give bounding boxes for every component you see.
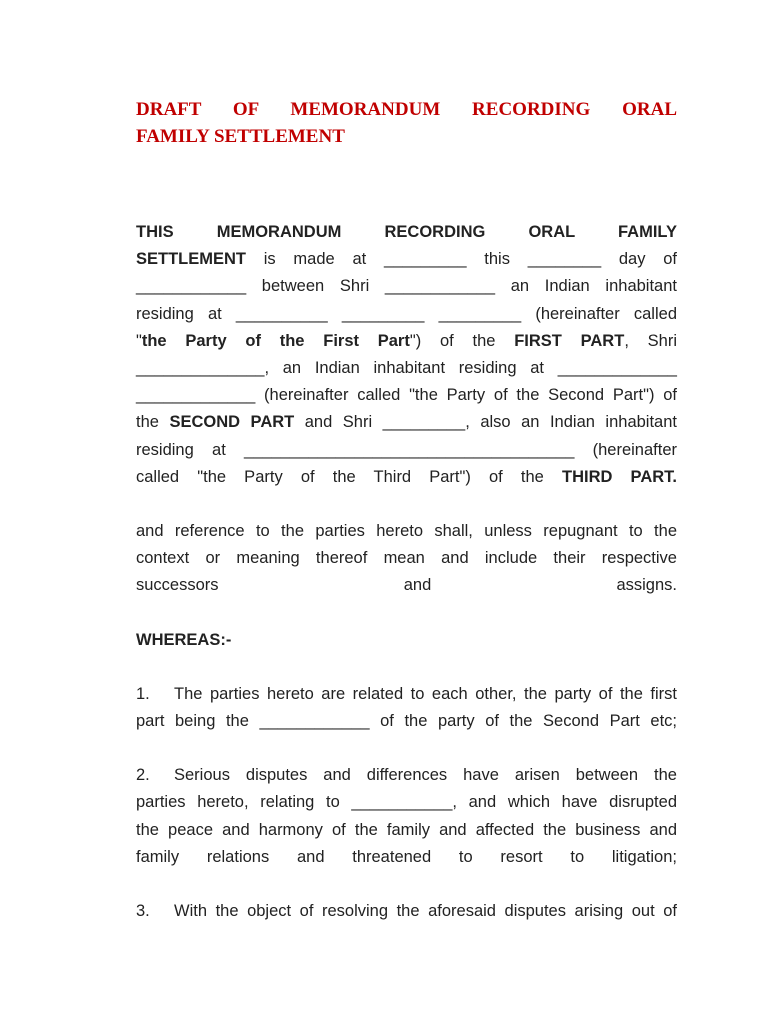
reference-text: context or meaning thereof mean and include their respective bbox=[136, 549, 677, 568]
document-title bbox=[136, 0, 677, 150]
first-party-bold: the Party of the First Part bbox=[141, 331, 410, 350]
first-part-bold: FIRST PART bbox=[514, 331, 625, 350]
whereas-heading bbox=[136, 627, 677, 654]
second-part-bold: SECOND PART bbox=[169, 413, 295, 432]
recital-item bbox=[136, 898, 677, 925]
recital-item bbox=[136, 681, 677, 735]
whereas-label: WHEREAS:- bbox=[136, 630, 232, 649]
recital-item bbox=[136, 762, 677, 871]
intro-text: residing at __________ _________ _________ (hereinafter called bbox=[136, 304, 677, 323]
intro-text: residing at ____________________________________ (hereinafter bbox=[136, 440, 677, 459]
reference-text: successors and assigns. bbox=[136, 576, 677, 595]
intro-text: and Shri _________, also an Indian inhabitant bbox=[294, 413, 677, 432]
intro-heading-bold: THIS MEMORANDUM RECORDING ORAL FAMILY bbox=[136, 223, 677, 241]
intro-text: ____________ between Shri ____________ an Indian inhabitant bbox=[136, 277, 677, 296]
intro-text: , Shri bbox=[624, 331, 677, 350]
recital-number: 1. bbox=[136, 684, 150, 703]
title-line-1: DRAFT OF MEMORANDUM RECORDING ORAL bbox=[136, 99, 677, 120]
recital-text: The parties hereto are related to each other, the party of the first bbox=[174, 684, 677, 703]
intro-text: called "the Party of the Third Part") of the bbox=[136, 467, 562, 486]
recital-text: Serious disputes and differences have arisen between the bbox=[174, 766, 677, 785]
recital-text: part being the ____________ of the party of the Second Part etc; bbox=[136, 712, 677, 731]
recital-text: family relations and threatened to resort to litigation; bbox=[136, 847, 677, 866]
recital-number: 3. bbox=[136, 902, 150, 921]
third-part-bold: THIRD PART. bbox=[561, 467, 677, 486]
intro-text: is made at _________ this ________ day of bbox=[246, 250, 677, 269]
document-body bbox=[136, 219, 677, 925]
recital-text: parties hereto, relating to ___________, and which have disrupted bbox=[136, 793, 677, 812]
title-line-2: FAMILY SETTLEMENT bbox=[136, 126, 345, 147]
intro-text: the bbox=[136, 413, 170, 432]
recital-number: 2. bbox=[136, 766, 150, 785]
settlement-bold: SETTLEMENT bbox=[136, 250, 246, 269]
recital-text: With the object of resolving the aforesaid disputes arising out of bbox=[174, 902, 677, 921]
intro-paragraph bbox=[136, 219, 677, 491]
intro-text: ______________, an Indian inhabitant residing at _____________ bbox=[136, 359, 677, 378]
recital-text: the peace and harmony of the family and affected the business and bbox=[136, 820, 677, 839]
reference-text: and reference to the parties hereto shall, unless repugnant to the bbox=[136, 522, 677, 541]
intro-text: _____________ (hereinafter called "the Party of the Second Part") of bbox=[136, 386, 677, 405]
reference-paragraph bbox=[136, 518, 677, 600]
intro-text: ") of the bbox=[409, 331, 515, 350]
intro-text: " bbox=[136, 331, 142, 350]
